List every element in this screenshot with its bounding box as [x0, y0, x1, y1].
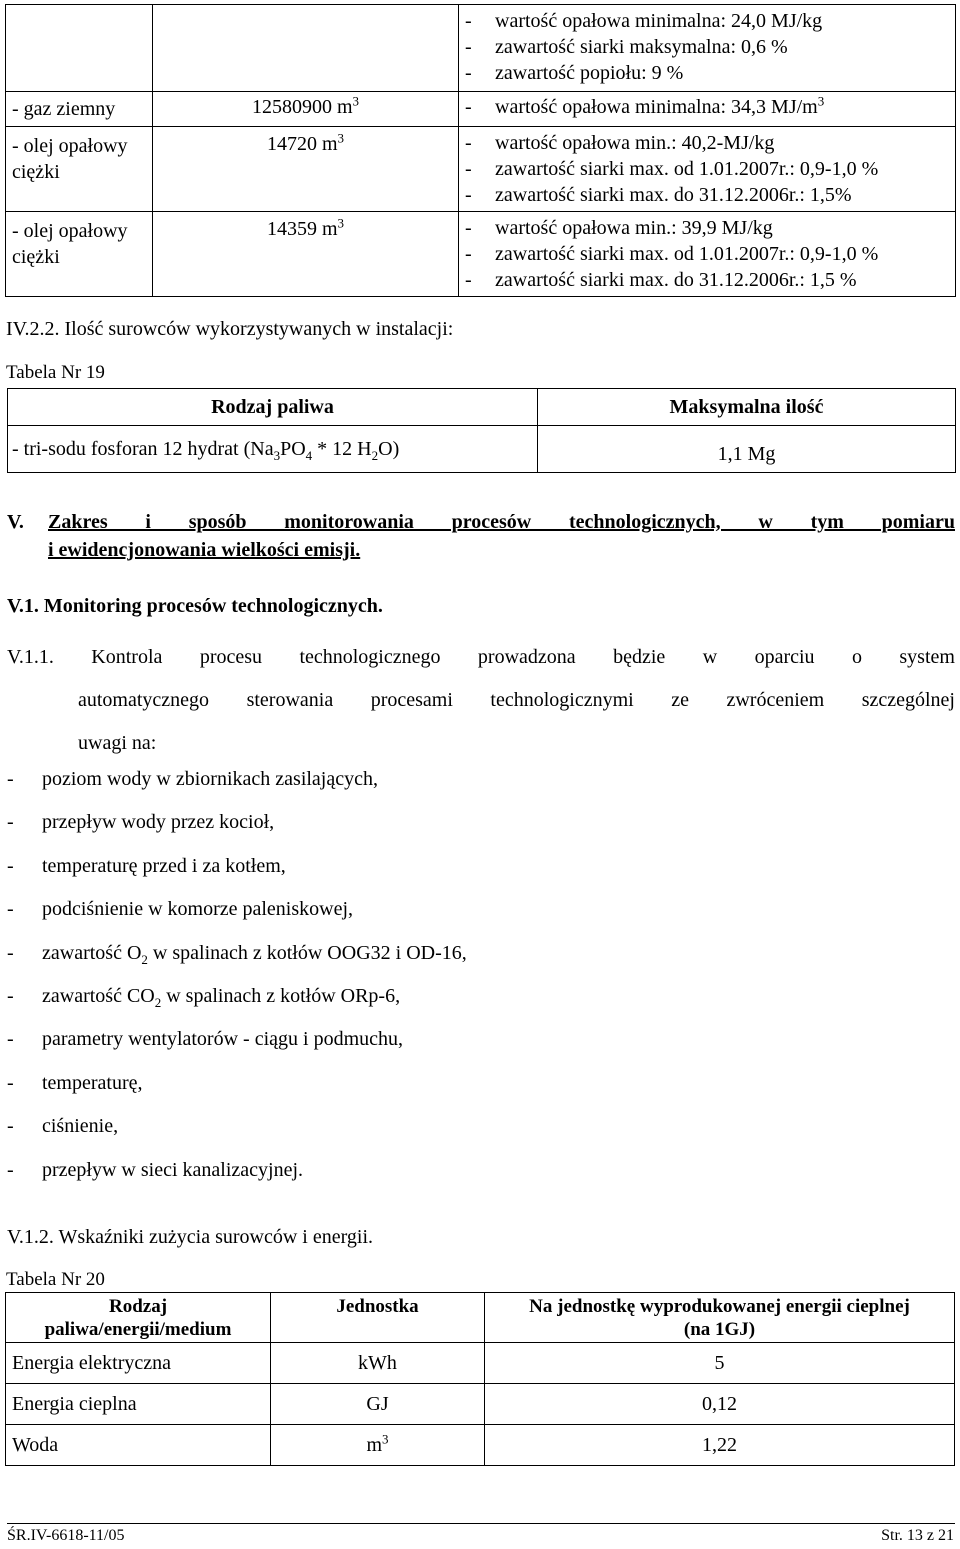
cell-unit [271, 1384, 485, 1425]
param-text: zawartość siarki max. od 1.01.2007r.: 0,9-1,0 % [495, 158, 879, 180]
paragraph-line-1 [7, 636, 955, 679]
list-text: podciśnienie w komorze paleniskowej, [42, 898, 354, 921]
dash: - [7, 985, 14, 1008]
amount-sup: 3 [352, 93, 360, 109]
list-text: poziom wody w zbiornikach zasilających, [42, 768, 378, 790]
list-item [7, 758, 467, 801]
dash: - [465, 158, 472, 180]
amount-sup: 3 [337, 130, 345, 146]
subscript: 2 [141, 951, 148, 967]
list-item [7, 1018, 467, 1061]
fuel-name: - gaz ziemny [6, 92, 153, 127]
fuel-params [459, 92, 956, 127]
section-heading-v [7, 508, 955, 564]
list-text: zawartość CO [42, 985, 155, 1008]
footer-page-number: Str. 13 z 21 [881, 1527, 954, 1544]
table-row [6, 1425, 955, 1466]
cell-unit [271, 1425, 485, 1466]
footer-divider [7, 1523, 955, 1524]
header-max-amount: Maksymalna ilość [538, 389, 956, 426]
word: w [702, 646, 718, 668]
unit-sup: 3 [382, 1430, 389, 1446]
param-text: wartość opałowa minimalna: 34,3 MJ/m [495, 96, 818, 118]
word: technologicznego [299, 646, 441, 668]
text-part: * 12 H [312, 437, 372, 460]
table-row [6, 1384, 955, 1425]
paragraph-v-1-1 [7, 636, 955, 765]
list-item [7, 1105, 467, 1148]
param-text: zawartość siarki max. do 31.12.2006r.: 1,5 % [495, 269, 857, 291]
fuel-params [459, 127, 956, 212]
fuel-row-oil-1 [6, 127, 956, 212]
param-line [465, 130, 955, 156]
monitoring-list [7, 758, 467, 1192]
list-item [7, 845, 467, 888]
list-item [7, 1149, 467, 1192]
dash: - [465, 10, 472, 32]
table-19-label: Tabela Nr 19 [6, 362, 105, 383]
list-text: w spalinach z kotłów OOG32 i OD-16, [147, 941, 467, 964]
fuel-name: - olej opałowy ciężki [6, 212, 153, 297]
param-text: zawartość siarki maksymalna: 0,6 % [495, 36, 788, 58]
word: oparciu [754, 646, 815, 668]
word: system [899, 646, 955, 668]
list-item [7, 932, 467, 975]
cell-value: 5 [485, 1343, 955, 1384]
header-text: Rodzaj [108, 1296, 168, 1317]
amount-text: 14720 m [266, 133, 338, 155]
dash: - [465, 132, 472, 154]
unit-text: kWh [358, 1351, 397, 1374]
word: V.1.1. [7, 646, 54, 668]
text-part: PO [280, 437, 306, 460]
param-line [465, 60, 955, 86]
table-20 [5, 1292, 955, 1466]
cell-value: 0,12 [485, 1384, 955, 1425]
cell-material [8, 426, 538, 473]
param-line [465, 267, 955, 293]
list-item [7, 801, 467, 844]
param-line [465, 241, 955, 267]
fuel-params [459, 212, 956, 297]
dash: - [465, 62, 472, 84]
param-line [465, 8, 955, 34]
word: o [851, 646, 862, 668]
word: będzie [613, 646, 666, 668]
header-text: (na 1GJ) [683, 1319, 756, 1340]
table-19 [7, 388, 956, 473]
section-number: V. [7, 511, 24, 533]
table-20-label: Tabela Nr 20 [6, 1269, 105, 1290]
word: procesu [199, 646, 263, 668]
list-text: przepływ w sieci kanalizacyjnej. [42, 1158, 303, 1181]
list-text: parametry wentylatorów - ciągu i podmuchu, [42, 1028, 403, 1051]
dash: - [7, 854, 14, 877]
fuel-amount [153, 212, 459, 297]
param-line [465, 156, 955, 182]
dash: - [465, 96, 472, 118]
param-text: zawartość siarki max. od 1.01.2007r.: 0,9-1,0 % [495, 243, 879, 265]
paragraph-line-3: uwagi na: [78, 732, 157, 754]
dash: - [465, 217, 472, 239]
list-text: ciśnienie, [42, 1115, 119, 1138]
amount-sup: 3 [337, 215, 345, 231]
param-text: wartość opałowa min.: 39,9 MJ/kg [495, 217, 773, 239]
section-heading-v-1: V.1. Monitoring procesów technologicznych. [7, 595, 383, 617]
list-item [7, 888, 467, 931]
dash: - [7, 898, 14, 921]
param-line [465, 34, 955, 60]
fuel-params-top [459, 5, 956, 92]
param-text: zawartość popiołu: 9 % [495, 62, 684, 84]
table-row [6, 1343, 955, 1384]
dash: - [465, 184, 472, 206]
list-text: w spalinach z kotłów ORp-6, [161, 985, 401, 1008]
dash: - [7, 1158, 14, 1181]
param-text: wartość opałowa minimalna: 24,0 MJ/kg [495, 10, 823, 32]
header-text: paliwa/energii/medium [44, 1319, 232, 1340]
cell-medium: Woda [6, 1425, 271, 1466]
fuel-amount [153, 127, 459, 212]
dash: - [7, 811, 14, 834]
fuel-row-oil-2 [6, 212, 956, 297]
list-text: przepływ wody przez kocioł, [42, 811, 275, 834]
list-text: temperaturę, [42, 1071, 143, 1094]
fuel-cell-empty [6, 5, 153, 92]
fuel-row-top [6, 5, 956, 92]
cell-value: 1,22 [485, 1425, 955, 1466]
table-row [8, 426, 956, 473]
section-heading-iv-2-2: IV.2.2. Ilość surowców wykorzystywanych w instalacji: [6, 318, 454, 340]
dash: - [7, 1028, 14, 1051]
text-part: O) [378, 437, 400, 460]
section-title-line-1: Zakres i sposób monitorowania procesów technologicznych, w tym pomiaru [48, 511, 955, 533]
unit-text: GJ [366, 1392, 389, 1415]
cell-unit [271, 1343, 485, 1384]
param-sup: 3 [817, 93, 825, 109]
word: Kontrola [91, 646, 163, 668]
cell-medium: Energia elektryczna [6, 1343, 271, 1384]
subscript: 3 [273, 447, 281, 463]
header-per-unit [485, 1293, 955, 1343]
list-text: temperaturę przed i za kotłem, [42, 854, 286, 877]
cell-medium: Energia cieplna [6, 1384, 271, 1425]
unit-text: m [366, 1433, 383, 1456]
header-medium [6, 1293, 271, 1343]
fuel-row-gas [6, 92, 956, 127]
dash: - [465, 243, 472, 265]
dash: - [7, 768, 14, 790]
dash: - [7, 1071, 14, 1094]
list-text: zawartość O [42, 941, 142, 964]
fuel-amount [153, 92, 459, 127]
param-line [465, 182, 955, 208]
dash: - [7, 1115, 14, 1138]
footer-reference: ŚR.IV-6618-11/05 [7, 1527, 125, 1544]
amount-text: 12580900 m [251, 96, 353, 118]
cell-amount: 1,1 Mg [538, 426, 956, 473]
table-header-row [6, 1293, 955, 1343]
fuel-table [5, 4, 956, 297]
table-header-row [8, 389, 956, 426]
list-item [7, 975, 467, 1018]
text-part: - tri-sodu fosforan 12 hydrat (Na [12, 437, 274, 460]
amount-text: 14359 m [266, 218, 338, 240]
list-item [7, 1062, 467, 1105]
subscript: 2 [371, 447, 379, 463]
section-heading-v-1-2: V.1.2. Wskaźniki zużycia surowców i energii. [7, 1226, 374, 1248]
dash: - [465, 269, 472, 291]
fuel-cell-empty [153, 5, 459, 92]
fuel-name: - olej opałowy ciężki [6, 127, 153, 212]
subscript: 4 [305, 447, 313, 463]
header-fuel-type: Rodzaj paliwa [8, 389, 538, 426]
paragraph-line-2: automatycznego sterowania procesami technologicznymi ze zwróceniem szczególnej [78, 689, 955, 711]
header-text: Na jednostkę wyprodukowanej energii cieplnej [529, 1296, 910, 1317]
param-text: wartość opałowa min.: 40,2-MJ/kg [495, 132, 775, 154]
word: prowadzona [477, 646, 576, 668]
param-text: zawartość siarki max. do 31.12.2006r.: 1,5% [495, 184, 852, 206]
header-unit: Jednostka [271, 1293, 485, 1343]
dash: - [465, 36, 472, 58]
section-title-line-2: i ewidencjonowania wielkości emisji. [48, 539, 361, 561]
subscript: 2 [154, 995, 162, 1011]
dash: - [7, 941, 14, 964]
param-line [465, 215, 955, 241]
